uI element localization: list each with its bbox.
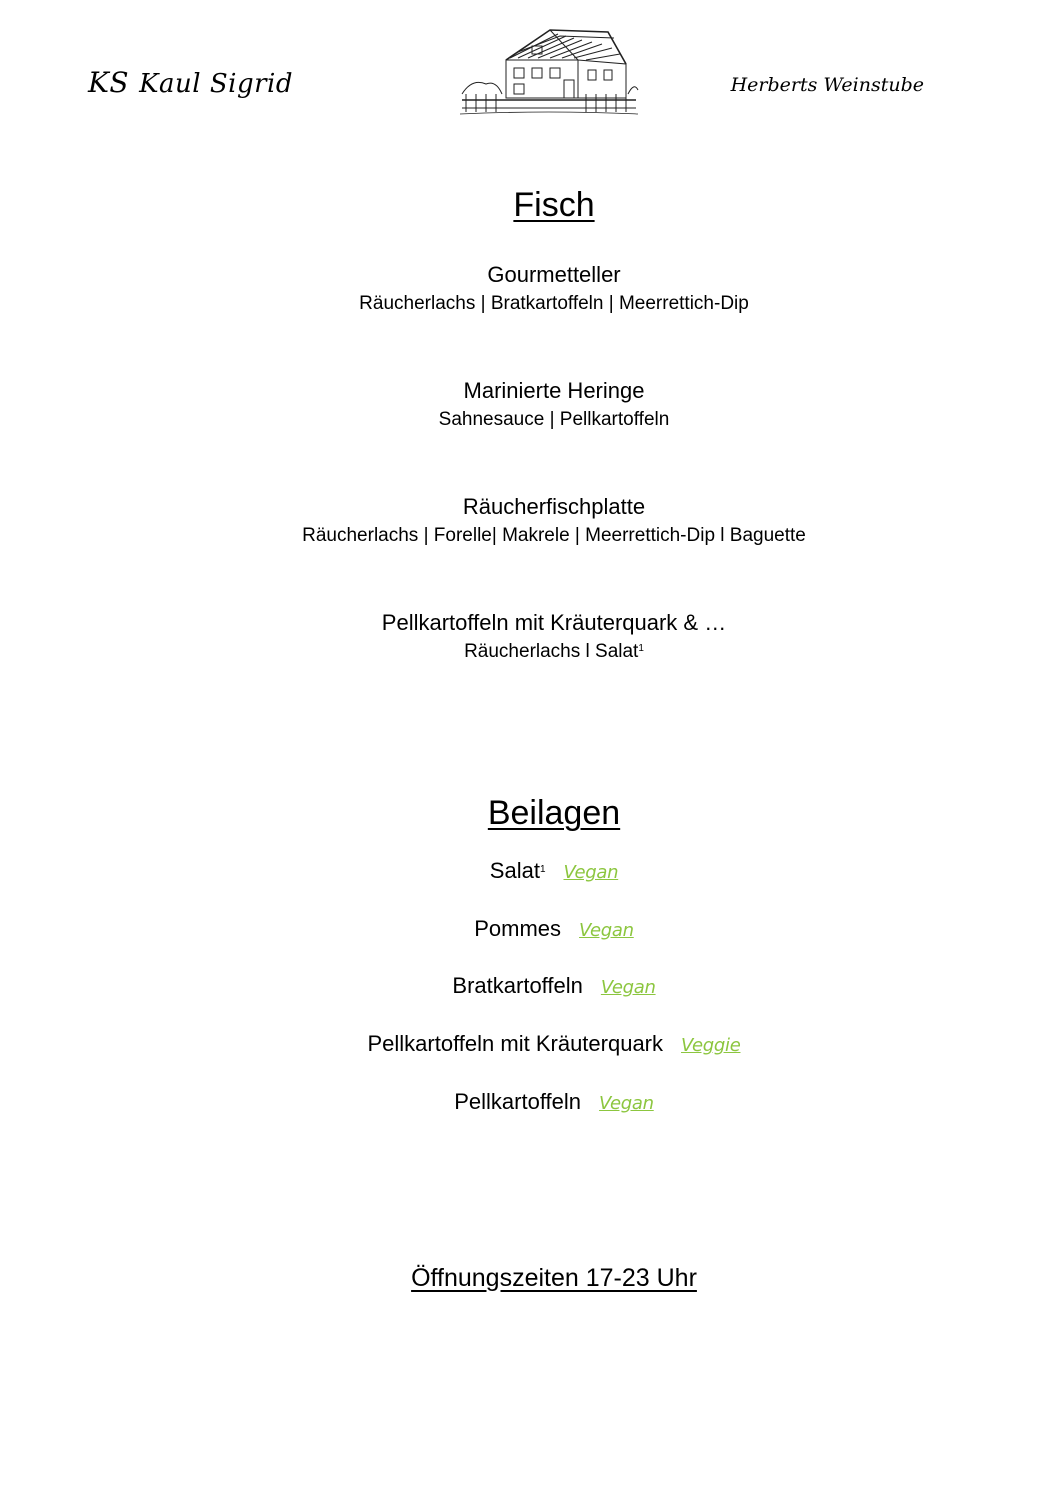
vegan-tag[interactable]: Vegan — [599, 1093, 654, 1114]
side-item-name: Salat — [489, 858, 540, 883]
side-item-name: Bratkartoffeln — [452, 973, 583, 998]
dish-description — [25, 641, 1058, 663]
owner-name: Kaul Sigrid — [139, 69, 294, 99]
side-item-name: Pellkartoffeln — [454, 1089, 582, 1114]
side-item — [25, 1089, 1058, 1115]
side-item — [25, 973, 1058, 999]
dish-description: Räucherlachs | Bratkartoffeln | Meerrettich-Dip — [359, 293, 749, 314]
header-owner — [88, 66, 293, 99]
section-title-fisch: Fisch — [513, 186, 595, 224]
side-item-name: Pommes — [474, 916, 562, 941]
vegan-tag[interactable]: Vegan — [563, 862, 619, 883]
dish-description-text: Räucherlachs l Salat — [464, 641, 639, 662]
opening-hours: Öffnungszeiten 17-23 Uhr — [411, 1264, 697, 1292]
vegan-tag[interactable]: Vegan — [579, 920, 634, 941]
side-item — [25, 858, 1058, 884]
dish-name: Marinierte Heringe — [463, 378, 645, 403]
section-title-beilagen: Beilagen — [487, 794, 621, 832]
house-logo — [458, 24, 640, 116]
dish-name: Gourmetteller — [487, 262, 621, 287]
footnote-marker: 1 — [638, 643, 644, 654]
restaurant-name: Herberts Weinstube — [730, 74, 924, 96]
dish-description: Räucherlachs | Forelle| Makrele | Meerrettich-Dip l Baguette — [302, 525, 806, 546]
veggie-tag[interactable]: Veggie — [681, 1035, 741, 1056]
side-item — [25, 1031, 1058, 1057]
footnote-marker: 1 — [539, 864, 546, 875]
side-item-name: Pellkartoffeln mit Kräuterquark — [367, 1031, 664, 1056]
owner-monogram: KS — [88, 66, 130, 99]
dish-name: Pellkartoffeln mit Kräuterquark & … — [381, 610, 727, 635]
dish-description: Sahnesauce | Pellkartoffeln — [438, 409, 670, 430]
vegan-tag[interactable]: Vegan — [600, 977, 656, 998]
dish-name: Räucherfischplatte — [462, 494, 646, 519]
side-item — [25, 916, 1058, 942]
